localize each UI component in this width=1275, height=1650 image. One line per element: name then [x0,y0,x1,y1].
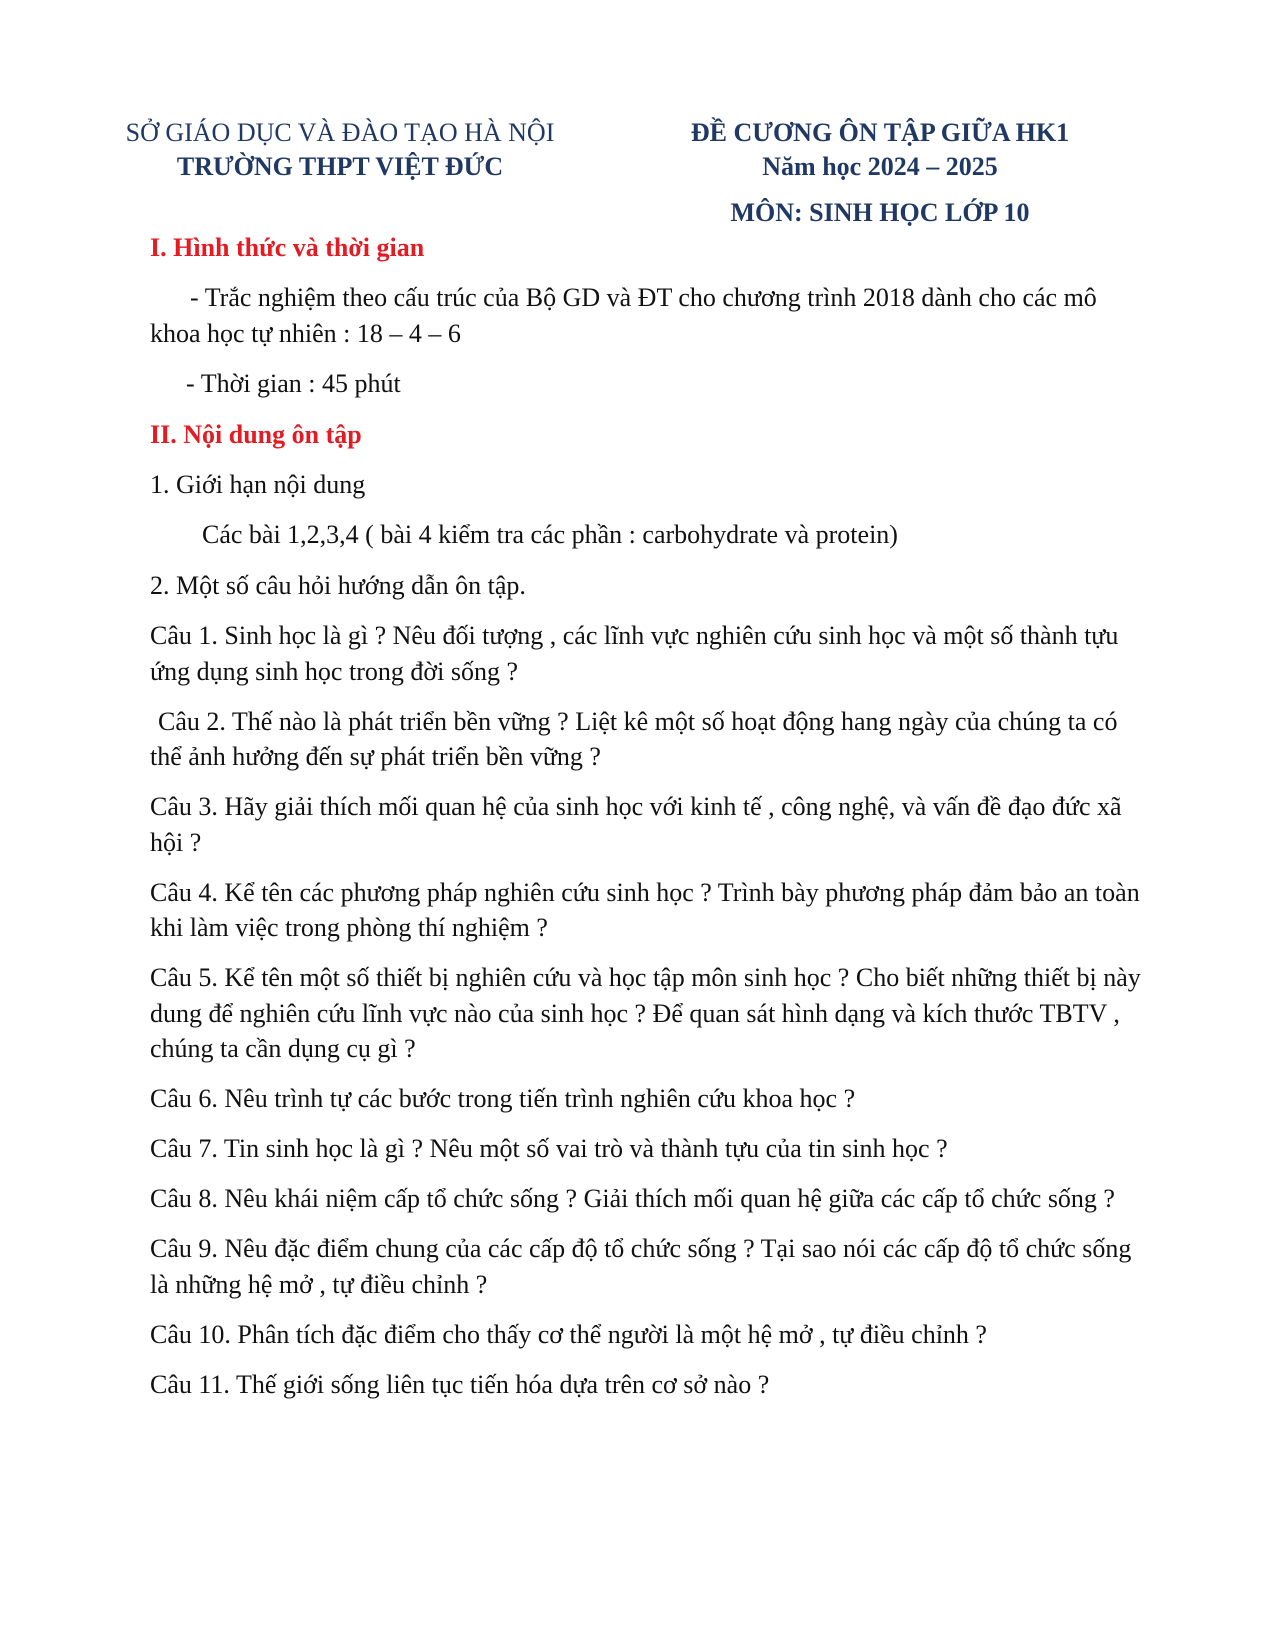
question-item: Câu 9. Nêu đặc điểm chung của các cấp độ tổ chức sống ? Tại sao nói các cấp độ tổ chức sống là những hệ mở , tự điều chỉnh ? [150,1234,1132,1299]
document-body [150,230,1150,1417]
question-item: Câu 8. Nêu khái niệm cấp tổ chức sống ? Giải thích mối quan hệ giữa các cấp tổ chức sống ? [150,1184,1115,1213]
questions-heading: 2. Một số câu hỏi hướng dẫn ôn tập. [150,570,526,600]
subject-title: MÔN: SINH HỌC LỚP 10 [730,198,1030,227]
header-right [660,116,1100,230]
school-year: Năm học 2024 – 2025 [762,152,998,181]
scope-heading-text: 1. Giới hạn nội dung [150,469,366,499]
exam-time: - Thời gian : 45 phút [186,369,401,398]
question-item: Câu 2. Thế nào là phát triển bền vững ? Liệt kê một số hoạt động hang ngày của chúng ta có thể ảnh hưởng đến sự phát triển bền vững ? [150,706,1118,771]
question-item: Câu 5. Kể tên một số thiết bị nghiên cứu và học tập môn sinh học ? Cho biết những thiết bị này dung để nghiên cứu lĩnh vực nào của sinh học ? Để quan sát hình dạng và kích thước TBTV , chúng ta cần dụng cụ gì ? [150,963,1141,1063]
section-1-title: I. Hình thức và thời gian [150,233,425,262]
document-title: ĐỀ CƯƠNG ÔN TẬP GIỮA HK1 [690,118,1070,147]
scope-text: Các bài 1,2,3,4 ( bài 4 kiểm tra các phần : carbohydrate và protein) [202,520,898,549]
question-item: Câu 10. Phân tích đặc điểm cho thấy cơ thể người là một hệ mở , tự điều chỉnh ? [150,1319,987,1349]
question-item: Câu 6. Nêu trình tự các bước trong tiến trình nghiên cứu khoa học ? [150,1084,856,1113]
question-item: Câu 3. Hãy giải thích mối quan hệ của sinh học với kinh tế , công nghệ, và vấn đề đạo đức xã hội ? [150,792,1122,857]
exam-format: - Trắc nghiệm theo cấu trúc của Bộ GD và ĐT cho chương trình 2018 dành cho các mô khoa học tự nhiên : 18 – 4 – 6 [150,283,1097,348]
question-item: Câu 7. Tin sinh học là gì ? Nêu một số vai trò và thành tựu của tin sinh học ? [150,1134,948,1163]
question-item: Câu 4. Kể tên các phương pháp nghiên cứu sinh học ? Trình bày phương pháp đảm bảo an toàn khi làm việc trong phòng thí nghiệm ? [150,877,1140,942]
school-name: TRƯỜNG THPT VIỆT ĐỨC [176,152,504,181]
question-item: Câu 1. Sinh học là gì ? Nêu đối tượng , các lĩnh vực nghiên cứu sinh học và một số thành tựu ứng dụng sinh học trong đời sống ? [150,621,1119,686]
question-item: Câu 11. Thế giới sống liên tục tiến hóa dựa trên cơ sở nào ? [150,1369,770,1399]
section-2-title: II. Nội dung ôn tập [150,419,362,449]
department-name: SỞ GIÁO DỤC VÀ ĐÀO TẠO HÀ NỘI [125,118,555,147]
header-left [105,116,575,184]
